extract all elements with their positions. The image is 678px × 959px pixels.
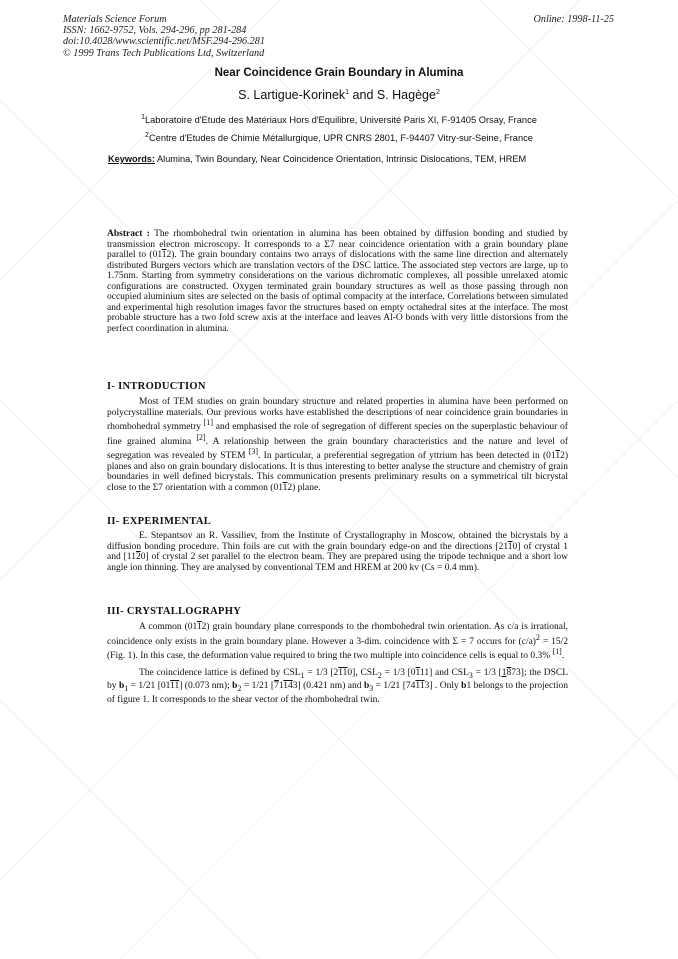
overbar-digit: 1 [283, 681, 288, 692]
cry-text: 73]; the DSCL by [107, 668, 568, 692]
author-line [0, 88, 678, 102]
cry-text: 11] and CSL [419, 668, 469, 678]
keywords [108, 154, 568, 165]
affiliation-2-text: Centre d'Etudes de Chimie Métallurgique, UPR CNRS 2801, F-94407 Vitry-sur-Seine, France [148, 133, 533, 144]
abstract [107, 229, 568, 334]
abstract-text-2: 2). The grain boundary contains two arrays of dislocations with the same line direction and alternately distributed Burgers vectors which are translation vectors of the DSC lattice. The associated step vectors are large, up to 1.75nm. Starting from symmetry considerations on the various dichromatic complexes, all possible unrelaxed atomic configurations are constructed. Oxygen terminated grain boundary structures as well as those passing through non occupied aluminium sites are selected on the basis of optimal compacity at the interface. Correlations between simulated and experimental high resolution images favor the structures based on empty octahedral sites at the interface. The most probable structure has a two fold screw axis at the interface and leaves Al-O bonds with very little distorsions from the perfect coordination in alumina. [107, 250, 568, 334]
subscript: 1 [300, 670, 305, 680]
citation-1[interactable]: [1] [203, 418, 214, 427]
overbar-digit: 8 [506, 668, 512, 678]
intro-text: 2) plane. [287, 482, 321, 493]
cry-text: = 1/21 [ [241, 681, 275, 692]
overbar-digit: 1 [415, 681, 420, 692]
subscript: 2 [377, 670, 382, 680]
abstract-label: Abstract : [107, 229, 150, 239]
citation-2[interactable]: [2] [196, 432, 206, 442]
intro-text: 2) planes and also on grain boundary dislocations. It is thus interesting to better analyse the structure and chemistry of grain boundaries in well defined bicrystals. This communication presents preliminary results on a symmetrical tilt bicrystal close to the Σ7 orientation with a common (01 [107, 451, 568, 493]
section-heading-experimental: II- EXPERIMENTAL [107, 516, 212, 527]
journal-name: Materials Science Forum [63, 14, 167, 25]
overbar-digit: 7 [274, 681, 279, 692]
section-heading-crystallography: III- CRYSTALLOGRAPHY [107, 606, 242, 617]
overbar-digit: 1 [161, 250, 167, 260]
experimental-paragraph [107, 531, 568, 573]
author-2: S. Hagège [376, 88, 436, 102]
overbar-digit: 1 [338, 668, 343, 678]
keywords-text: Alumina, Twin Boundary, Near Coincidence Orientation, Intrinsic Dislocations, TEM, HREM [154, 154, 527, 164]
overbar-digit: 1 [419, 681, 425, 692]
affiliation-1-text: Laboratoire d'Etude des Matériaux Hors d'Equilibre, Université Paris XI, F-91405 Orsay, France [144, 115, 537, 126]
overbar-digit: 4 [288, 681, 293, 692]
exp-text: E. Stepantsov an R. Vassiliev, from the Institute of Crystallography in Moscow, obtained the bicrystals by a diffusion bonding procedure. Thin foils are cut with the grain boundary edge-on and the directions [21 [107, 531, 568, 552]
vector-b: b [232, 681, 238, 692]
cry-text: ] (0.073 nm); [179, 681, 233, 692]
copyright-line: © 1999 Trans Tech Publications Ltd, Switzerland [63, 47, 265, 59]
cry-text: 1 [278, 681, 284, 692]
publication-info [63, 14, 265, 59]
author-1-affil-mark: 1 [345, 88, 350, 96]
keywords-label: Keywords: [108, 154, 155, 164]
cry-text: = 1/3 [0 [381, 668, 416, 678]
citation-3[interactable]: [3] [248, 447, 259, 457]
cry-text: 0], CSL [347, 668, 378, 678]
abstract-text-1: The rhombohedral twin orientation in alumina has been obtained by diffusion bonding and studied by transmission electron microscopy. It corresponds to a Σ7 near coincidence orientation with a grain boundary plane parallel to (01 [107, 229, 568, 260]
citation-1[interactable]: [1] [552, 647, 562, 657]
introduction-paragraph [107, 397, 568, 493]
cry-text: The coincidence lattice is defined by CSL [139, 668, 301, 678]
doi-link[interactable]: doi:10.4028/www.scientific.net/MSF.294-296.281 [63, 36, 265, 48]
intro-text: and emphasised the role of segregation of different species on the superplastic behaviour of fine grained alumina [107, 422, 568, 447]
superscript: 2 [535, 632, 540, 642]
intro-text: . A relationship between the grain boundary characteristics and the nature and level of segregation was revealed by STEM [107, 436, 568, 462]
subscript: 3 [468, 670, 473, 680]
affiliation-1 [0, 114, 678, 125]
cry-text: = 1/21 [74 [373, 681, 416, 692]
exp-text: 0] of crystal 2 set parallel to the electron beam. They are prepared using the tripode technique and a short low angle ion thinning. They are analysed by conventional TEM and HREM at 200 kv (Cs = 0.4 mm). [107, 552, 568, 573]
overbar-digit: 1 [507, 541, 513, 552]
overbar-digit: 1 [170, 681, 175, 692]
author-and: and [349, 88, 377, 102]
cry-text: . [561, 651, 565, 662]
crystallography-paragraph-1 [107, 622, 568, 662]
vector-b: b [118, 681, 125, 692]
issn-line: ISSN: 1662-9752, Vols. 294-296, pp 281-284 [63, 25, 247, 37]
intro-text: Most of TEM studies on grain boundary structure and related properties in alumina have been performed on polycrystalline materials. Our previous works have established the descriptions of near coincidence grain boundaries in rhombohedral symmetry [107, 397, 568, 433]
affiliation-2-mark: 2 [145, 132, 149, 139]
overbar-digit: 1 [415, 668, 420, 678]
paper-title: Near Coincidence Grain Boundary in Alumina [214, 67, 464, 79]
cry-text: 2) grain boundary plane corresponds to the rhombohedral twin orientation. As c/a is irrational, coincidence only exists in the grain boundary plane. However a 3-dim. coincidence with Σ = 7 occurs for (c/a) [107, 622, 568, 647]
section-heading-introduction: I- INTRODUCTION [107, 381, 206, 392]
online-date: Online: 1998-11-25 [533, 14, 614, 25]
intro-text: . In particular, a preferential segregation of yttrium has been detected in (01 [258, 451, 556, 462]
cry-text: A common (01 [139, 622, 197, 632]
cry-text: = 1/3 [2 [304, 668, 339, 678]
overbar-digit: 1 [342, 668, 348, 678]
subscript: 2 [237, 684, 242, 694]
overbar-digit: 1 [174, 681, 180, 692]
cry-text: = 15/2 (Fig. 1). In this case, the deformation value required to bring the two multiple into coincidence cells is equal to 0.3% [107, 636, 568, 662]
cry-text: = 1/3 [ [472, 668, 502, 678]
vector-b: b [461, 681, 467, 692]
vector-b: b [363, 681, 370, 692]
cry-text: 3] . Only [424, 681, 462, 692]
cry-text: = 1/21 [01 [128, 681, 171, 692]
affiliation-2 [0, 132, 678, 143]
overbar-digit: 1 [282, 482, 288, 493]
cry-text: 1 belongs to the projection of figure 1. It corresponds to the shear vector of the rhombohedral twin. [107, 681, 568, 705]
author-2-affil-mark: 2 [435, 88, 440, 96]
overbar-digit: 1 [555, 451, 561, 462]
overbar-digit: 2 [135, 552, 141, 562]
crystallography-paragraph-2 [107, 668, 568, 705]
cry-text: 3] (0.421 nm) and [292, 681, 364, 692]
affiliation-1-mark: 1 [141, 114, 145, 121]
exp-text: 0] of crystal 1 and [11 [107, 541, 568, 562]
subscript: 3 [369, 684, 374, 694]
author-1: S. Lartigue-Korinek [238, 88, 346, 102]
underlined-digit: 1 [501, 668, 507, 678]
overbar-digit: 1 [196, 622, 202, 632]
subscript: 1 [124, 684, 129, 694]
